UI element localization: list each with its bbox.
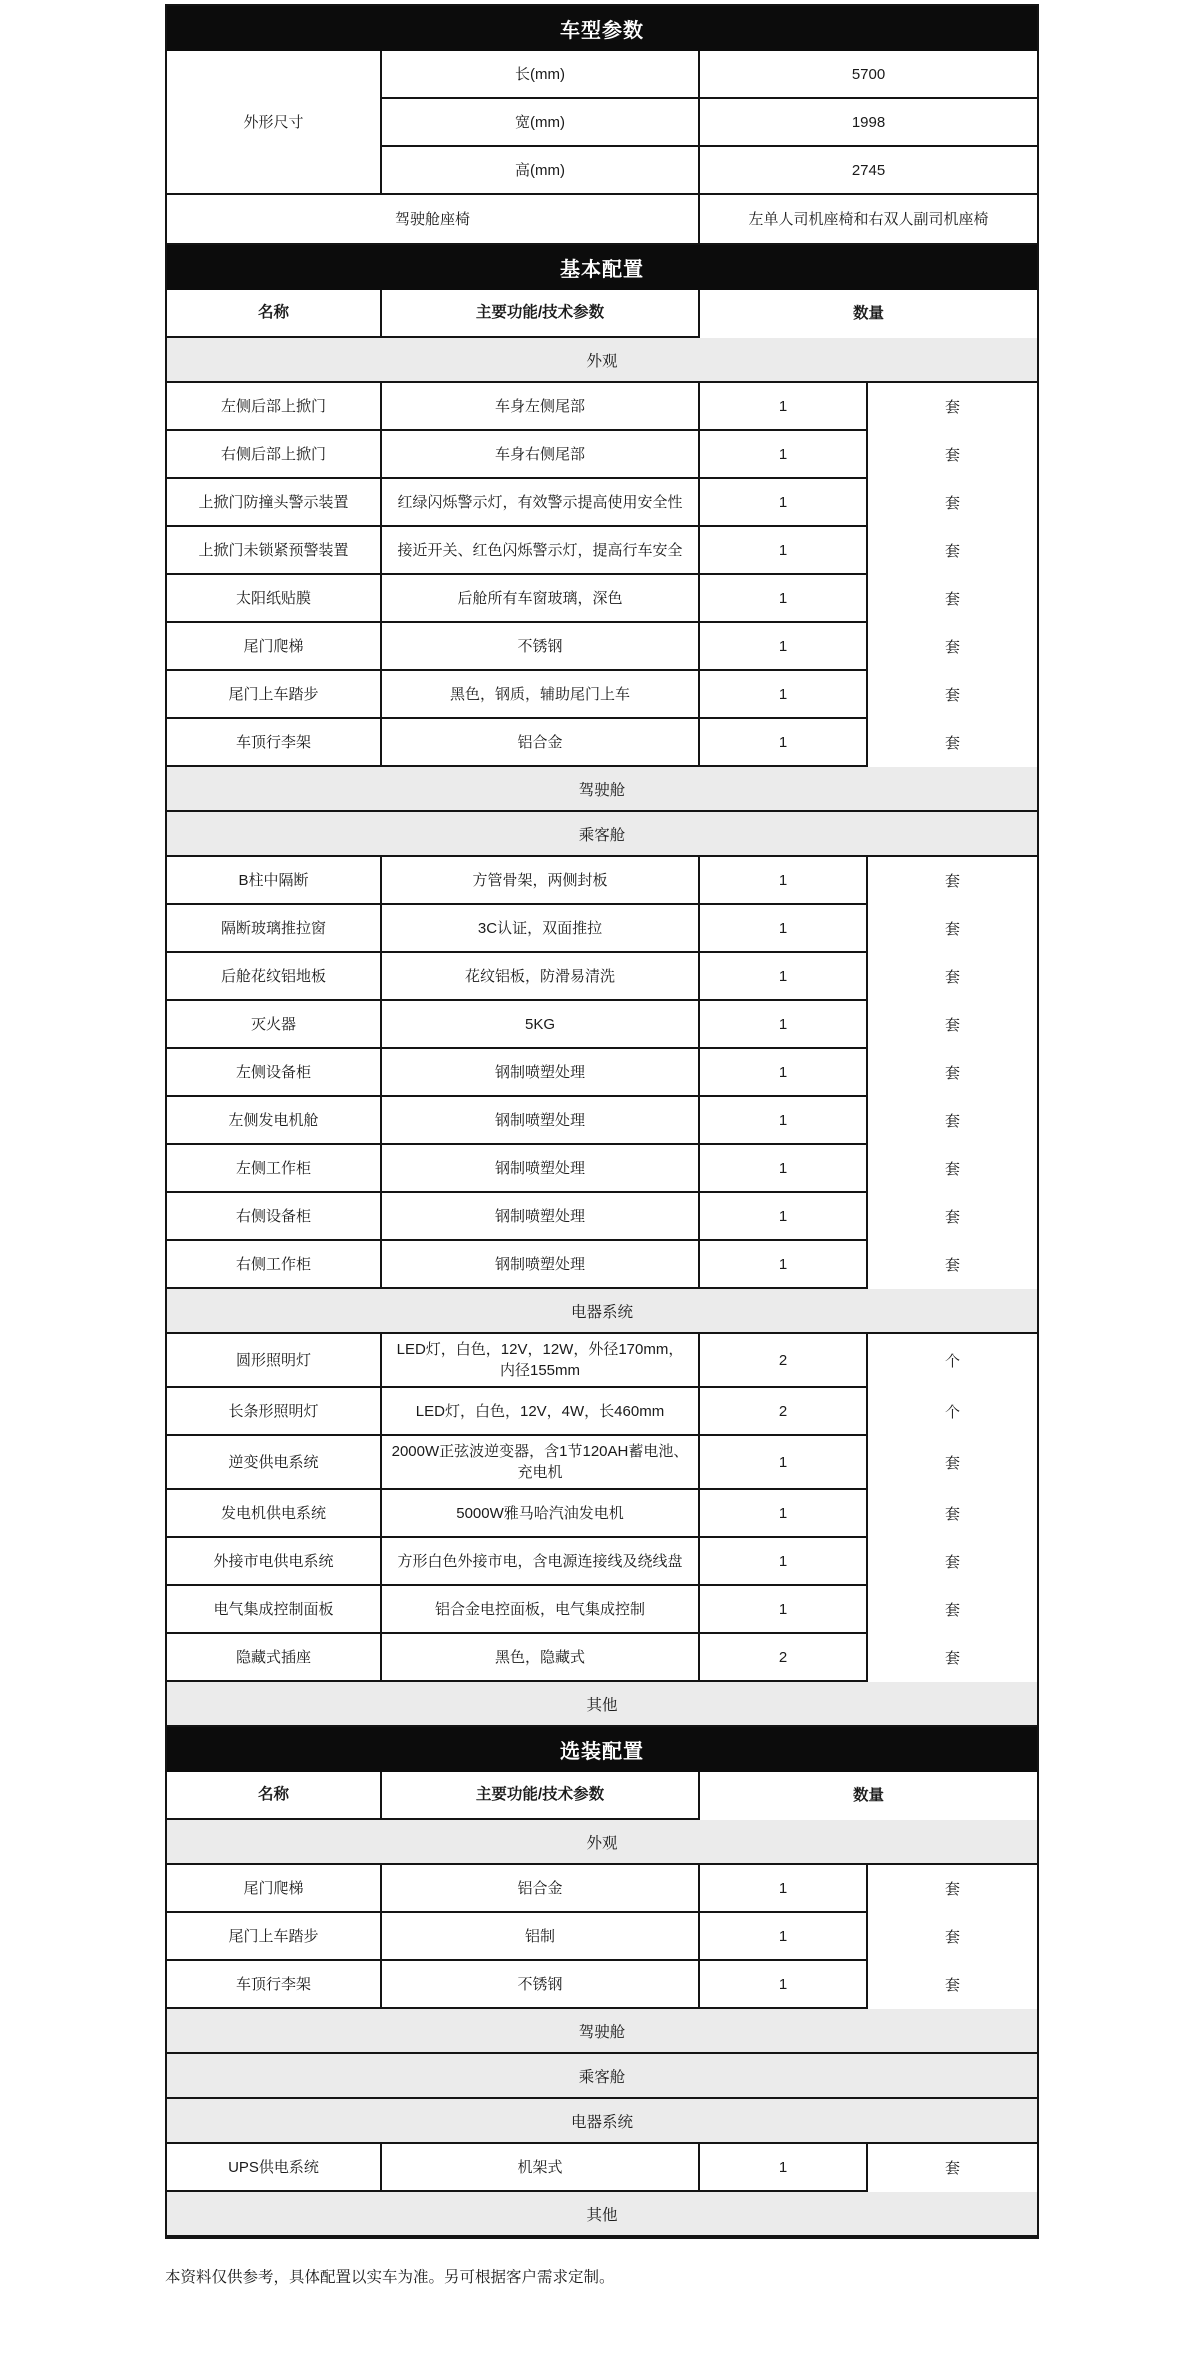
- row-name-cell: 右侧设备柜: [167, 1193, 382, 1241]
- table-row: [167, 1334, 1037, 1388]
- section-row: 电器系统: [167, 2099, 1037, 2144]
- table-row: [167, 1490, 1037, 1538]
- section-row: 驾驶舱: [167, 2009, 1037, 2054]
- table-row: [167, 1538, 1037, 1586]
- row-unit-cell: 套: [868, 1097, 1037, 1145]
- dimension-height-value-cell: 2745: [700, 147, 1037, 195]
- row-qty-cell: 1: [700, 671, 868, 719]
- row-name-cell: 右侧后部上掀门: [167, 431, 382, 479]
- row-qty-cell: 1: [700, 1001, 868, 1049]
- row-name-cell: 车顶行李架: [167, 1961, 382, 2009]
- section-row: 驾驶舱: [167, 767, 1037, 812]
- row-name-cell: 隐藏式插座: [167, 1634, 382, 1682]
- dimension-group-label-cell: 外形尺寸: [167, 51, 382, 195]
- row-spec-cell: 车身左侧尾部: [382, 383, 700, 431]
- row-unit-cell: 套: [868, 431, 1037, 479]
- row-name-cell: 左侧设备柜: [167, 1049, 382, 1097]
- dimension-height-label-cell: 高(mm): [382, 147, 700, 195]
- row-qty-cell: 1: [700, 527, 868, 575]
- section-row: 外观: [167, 1820, 1037, 1865]
- seat-value-cell: 左单人司机座椅和右双人副司机座椅: [700, 195, 1037, 245]
- row-name-cell: 右侧工作柜: [167, 1241, 382, 1289]
- row-qty-cell: 2: [700, 1388, 868, 1436]
- row-unit-cell: 套: [868, 719, 1037, 767]
- config-table-title-bar: [167, 245, 1037, 290]
- row-unit-cell: 套: [868, 1538, 1037, 1586]
- row-name-cell: 逆变供电系统: [167, 1436, 382, 1490]
- row-spec-cell: 5000W雅马哈汽油发电机: [382, 1490, 700, 1538]
- row-spec-cell: 钢制喷塑处理: [382, 1097, 700, 1145]
- row-unit-cell: 套: [868, 623, 1037, 671]
- row-spec-cell: 车身右侧尾部: [382, 431, 700, 479]
- table-row: [167, 527, 1037, 575]
- seat-label-cell: 驾驶舱座椅: [167, 195, 700, 245]
- table-row: [167, 1388, 1037, 1436]
- row-spec-cell: 不锈钢: [382, 1961, 700, 2009]
- row-name-cell: 左侧工作柜: [167, 1145, 382, 1193]
- row-spec-cell: 铝合金: [382, 1865, 700, 1913]
- spec-table-title-bar: [167, 6, 1037, 51]
- row-spec-cell: LED灯，白色，12V，4W，长460mm: [382, 1388, 700, 1436]
- row-spec-cell: 红绿闪烁警示灯，有效警示提高使用安全性: [382, 479, 700, 527]
- row-qty-cell: 1: [700, 383, 868, 431]
- table-row: [167, 1193, 1037, 1241]
- table-row: [167, 1145, 1037, 1193]
- table-row: [167, 1436, 1037, 1490]
- table-row: [167, 575, 1037, 623]
- header-quantity-cell: 数量: [700, 1772, 1037, 1820]
- row-qty-cell: 1: [700, 1538, 868, 1586]
- config-table-title-bar: [167, 1727, 1037, 1772]
- row-name-cell: 外接市电供电系统: [167, 1538, 382, 1586]
- row-spec-cell: 钢制喷塑处理: [382, 1193, 700, 1241]
- row-name-cell: B柱中隔断: [167, 857, 382, 905]
- row-qty-cell: 1: [700, 905, 868, 953]
- row-spec-cell: 后舱所有车窗玻璃，深色: [382, 575, 700, 623]
- table-row: [167, 1865, 1037, 1913]
- row-spec-cell: 钢制喷塑处理: [382, 1145, 700, 1193]
- row-spec-cell: 钢制喷塑处理: [382, 1049, 700, 1097]
- row-name-cell: 圆形照明灯: [167, 1334, 382, 1388]
- config-table-header-row: [167, 1772, 1037, 1820]
- row-name-cell: 左侧后部上掀门: [167, 383, 382, 431]
- row-unit-cell: 套: [868, 1490, 1037, 1538]
- row-spec-cell: 钢制喷塑处理: [382, 1241, 700, 1289]
- row-unit-cell: 套: [868, 1913, 1037, 1961]
- dimension-width-label-cell: 宽(mm): [382, 99, 700, 147]
- row-name-cell: 发电机供电系统: [167, 1490, 382, 1538]
- row-unit-cell: 套: [868, 1436, 1037, 1490]
- table-row: [167, 2144, 1037, 2192]
- table-row: [167, 953, 1037, 1001]
- row-spec-cell: 3C认证，双面推拉: [382, 905, 700, 953]
- row-qty-cell: 1: [700, 953, 868, 1001]
- row-qty-cell: 1: [700, 431, 868, 479]
- row-qty-cell: 2: [700, 1634, 868, 1682]
- table-row: [167, 383, 1037, 431]
- seat-row: [167, 195, 1037, 245]
- row-qty-cell: 1: [700, 719, 868, 767]
- row-unit-cell: 套: [868, 2144, 1037, 2192]
- header-name-cell: 名称: [167, 1772, 382, 1820]
- row-name-cell: 灭火器: [167, 1001, 382, 1049]
- section-row: 其他: [167, 2192, 1037, 2237]
- row-spec-cell: 黑色，钢质，辅助尾门上车: [382, 671, 700, 719]
- config-table-header-row: [167, 290, 1037, 338]
- row-spec-cell: 5KG: [382, 1001, 700, 1049]
- row-qty-cell: 1: [700, 2144, 868, 2192]
- table-row: [167, 1634, 1037, 1682]
- row-name-cell: 尾门上车踏步: [167, 671, 382, 719]
- row-unit-cell: 套: [868, 953, 1037, 1001]
- row-unit-cell: 套: [868, 383, 1037, 431]
- row-name-cell: 左侧发电机舱: [167, 1097, 382, 1145]
- table-row: [167, 479, 1037, 527]
- row-qty-cell: 1: [700, 1241, 868, 1289]
- dimension-width-value-cell: 1998: [700, 99, 1037, 147]
- row-spec-cell: 铝合金电控面板，电气集成控制: [382, 1586, 700, 1634]
- document-page: [0, 4, 1204, 2369]
- row-spec-cell: 方形白色外接市电，含电源连接线及绕线盘: [382, 1538, 700, 1586]
- row-name-cell: 尾门上车踏步: [167, 1913, 382, 1961]
- row-qty-cell: 1: [700, 1490, 868, 1538]
- row-spec-cell: 2000W正弦波逆变器，含1节120AH蓄电池、充电机: [382, 1436, 700, 1490]
- row-unit-cell: 个: [868, 1388, 1037, 1436]
- row-unit-cell: 套: [868, 1961, 1037, 2009]
- row-qty-cell: 1: [700, 623, 868, 671]
- row-unit-cell: 套: [868, 1193, 1037, 1241]
- section-row: 乘客舱: [167, 812, 1037, 857]
- row-qty-cell: 1: [700, 1961, 868, 2009]
- row-name-cell: UPS供电系统: [167, 2144, 382, 2192]
- row-unit-cell: 套: [868, 857, 1037, 905]
- table-row: [167, 1097, 1037, 1145]
- row-unit-cell: 套: [868, 1586, 1037, 1634]
- spec-table-title: 车型参数: [560, 20, 644, 42]
- row-name-cell: 后舱花纹铝地板: [167, 953, 382, 1001]
- row-unit-cell: 套: [868, 479, 1037, 527]
- footer-note: 本资料仅供参考，具体配置以实车为准。另可根据客户需求定制。: [165, 2269, 615, 2286]
- row-spec-cell: LED灯，白色，12V，12W，外径170mm，内径155mm: [382, 1334, 700, 1388]
- row-unit-cell: 套: [868, 1049, 1037, 1097]
- row-spec-cell: 方管骨架，两侧封板: [382, 857, 700, 905]
- row-spec-cell: 铝合金: [382, 719, 700, 767]
- row-unit-cell: 套: [868, 1145, 1037, 1193]
- row-name-cell: 车顶行李架: [167, 719, 382, 767]
- row-name-cell: 上掀门未锁紧预警装置: [167, 527, 382, 575]
- row-spec-cell: 铝制: [382, 1913, 700, 1961]
- table-row: [167, 671, 1037, 719]
- header-spec-cell: 主要功能/技术参数: [382, 1772, 700, 1820]
- row-unit-cell: 套: [868, 1634, 1037, 1682]
- row-qty-cell: 1: [700, 1865, 868, 1913]
- table-row: [167, 1586, 1037, 1634]
- vehicle-spec-sheet: [165, 4, 1039, 2239]
- config-tables-container: [167, 245, 1037, 2237]
- row-name-cell: 长条形照明灯: [167, 1388, 382, 1436]
- dimension-length-label-cell: 长(mm): [382, 51, 700, 99]
- config-table-title: 基本配置: [560, 259, 644, 281]
- table-row: [167, 905, 1037, 953]
- row-qty-cell: 1: [700, 1436, 868, 1490]
- header-spec-cell: 主要功能/技术参数: [382, 290, 700, 338]
- section-row: 其他: [167, 1682, 1037, 1727]
- row-spec-cell: 机架式: [382, 2144, 700, 2192]
- table-row: [167, 1241, 1037, 1289]
- row-name-cell: 隔断玻璃推拉窗: [167, 905, 382, 953]
- row-unit-cell: 套: [868, 1865, 1037, 1913]
- row-qty-cell: 1: [700, 1049, 868, 1097]
- row-unit-cell: 个: [868, 1334, 1037, 1388]
- config-table-title: 选装配置: [560, 1741, 644, 1763]
- row-name-cell: 尾门爬梯: [167, 623, 382, 671]
- table-row: [167, 623, 1037, 671]
- header-name-cell: 名称: [167, 290, 382, 338]
- row-name-cell: 上掀门防撞头警示装置: [167, 479, 382, 527]
- row-spec-cell: 接近开关、红色闪烁警示灯，提高行车安全: [382, 527, 700, 575]
- row-unit-cell: 套: [868, 527, 1037, 575]
- table-row: [167, 719, 1037, 767]
- row-qty-cell: 1: [700, 1145, 868, 1193]
- row-unit-cell: 套: [868, 575, 1037, 623]
- row-unit-cell: 套: [868, 1001, 1037, 1049]
- row-name-cell: 尾门爬梯: [167, 1865, 382, 1913]
- section-row: 电器系统: [167, 1289, 1037, 1334]
- row-unit-cell: 套: [868, 1241, 1037, 1289]
- table-row: [167, 1961, 1037, 2009]
- row-name-cell: 电气集成控制面板: [167, 1586, 382, 1634]
- row-qty-cell: 1: [700, 1097, 868, 1145]
- row-qty-cell: 1: [700, 479, 868, 527]
- row-qty-cell: 2: [700, 1334, 868, 1388]
- row-spec-cell: 黑色，隐藏式: [382, 1634, 700, 1682]
- table-row: [167, 1001, 1037, 1049]
- table-row: [167, 431, 1037, 479]
- table-row: [167, 1049, 1037, 1097]
- section-row: 乘客舱: [167, 2054, 1037, 2099]
- row-name-cell: 太阳纸贴膜: [167, 575, 382, 623]
- dimensions-table: [167, 51, 1037, 195]
- row-unit-cell: 套: [868, 905, 1037, 953]
- row-qty-cell: 1: [700, 575, 868, 623]
- row-spec-cell: 花纹铝板，防滑易清洗: [382, 953, 700, 1001]
- row-qty-cell: 1: [700, 857, 868, 905]
- row-unit-cell: 套: [868, 671, 1037, 719]
- section-row: 外观: [167, 338, 1037, 383]
- row-qty-cell: 1: [700, 1913, 868, 1961]
- row-spec-cell: 不锈钢: [382, 623, 700, 671]
- table-row: [167, 857, 1037, 905]
- table-row: [167, 1913, 1037, 1961]
- row-qty-cell: 1: [700, 1586, 868, 1634]
- header-quantity-cell: 数量: [700, 290, 1037, 338]
- dimension-length-value-cell: 5700: [700, 51, 1037, 99]
- row-qty-cell: 1: [700, 1193, 868, 1241]
